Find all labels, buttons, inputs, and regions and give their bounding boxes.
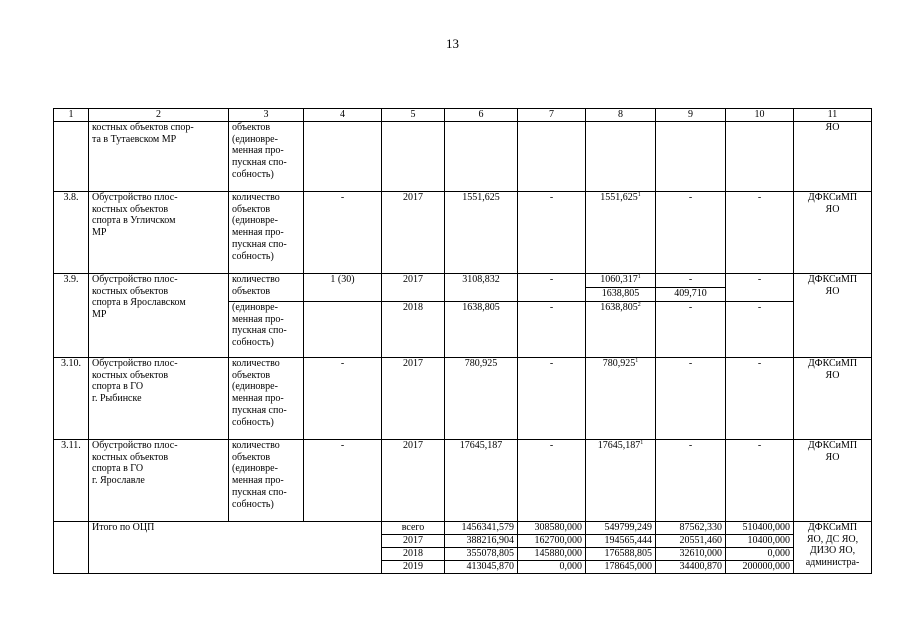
row-other: - — [726, 274, 794, 302]
footnote-mark: 1 — [640, 440, 644, 446]
row-executor: ДФКСиМП ЯО — [794, 440, 872, 522]
row-year: 2018 — [382, 302, 445, 358]
totals-total: 1456341,579 — [445, 522, 518, 535]
row-value: 1 (30) — [304, 274, 382, 302]
totals-regional: 176588,805 — [586, 548, 656, 561]
row-executor: ДФКСиМП ЯО — [794, 358, 872, 440]
header-cell: 9 — [656, 109, 726, 122]
row-indicator: объектов (единовре- менная про- пускная спо- собность) — [229, 122, 304, 192]
row-local: - — [656, 440, 726, 522]
totals-label: Итого по ОЦП — [89, 522, 382, 574]
row-regional: 1638,805$^2$ — [586, 302, 656, 358]
totals-other: 0,000 — [726, 548, 794, 561]
header-cell: 2 — [89, 109, 229, 122]
table-row — [54, 192, 872, 274]
totals-local: 87562,330 — [656, 522, 726, 535]
totals-year: 2019 — [382, 561, 445, 574]
row-name: Обустройство плос- костных объектов спорта в ГО г. Рыбинске — [89, 358, 229, 440]
row-federal: - — [518, 302, 586, 358]
row-year: 2017 — [382, 358, 445, 440]
row-total: 17645,187 — [445, 440, 518, 522]
totals-federal: 145880,000 — [518, 548, 586, 561]
header-row — [54, 109, 872, 122]
totals-year: 2017 — [382, 535, 445, 548]
totals-executor: ДФКСиМП ЯО, ДС ЯО, ДИЗО ЯО, администра- — [794, 522, 872, 574]
footnote-mark: 1 — [637, 192, 641, 198]
header-cell: 8 — [586, 109, 656, 122]
table-row — [54, 358, 872, 440]
row-number: 3.9. — [54, 274, 89, 358]
row-regional: 1638,805 — [586, 288, 656, 302]
footnote-mark: 1 — [637, 274, 641, 280]
table-row — [54, 440, 872, 522]
row-regional: 1551,625$^1$ — [586, 192, 656, 274]
row-value: - — [304, 440, 382, 522]
row-regional: 17645,187$^1$ — [586, 440, 656, 522]
row-local: 409,710 — [656, 288, 726, 302]
row-name: Обустройство плос- костных объектов спорта в Угличском МР — [89, 192, 229, 274]
row-local: - — [656, 302, 726, 358]
row-executor: ДФКСиМП ЯО — [794, 274, 872, 358]
row-other: - — [726, 440, 794, 522]
totals-total: 355078,805 — [445, 548, 518, 561]
row-federal: - — [518, 274, 586, 302]
row-name: костных объектов спор- та в Тутаевском МР — [89, 122, 229, 192]
totals-regional: 178645,000 — [586, 561, 656, 574]
row-executor: ЯО — [794, 122, 872, 192]
row-executor: ДФКСиМП ЯО — [794, 192, 872, 274]
totals-year: 2018 — [382, 548, 445, 561]
row-total: 1638,805 — [445, 302, 518, 358]
row-indicator: количество объектов (единовре- менная про- пускная спо- собность) — [229, 440, 304, 522]
row-federal: - — [518, 192, 586, 274]
row-value: - — [304, 192, 382, 274]
totals-regional: 549799,249 — [586, 522, 656, 535]
row-federal: - — [518, 440, 586, 522]
row-local: - — [656, 358, 726, 440]
row-indicator: (единовре- менная про- пускная спо- собность) — [229, 302, 304, 358]
footnote-mark: 1 — [635, 358, 639, 364]
row-other: - — [726, 358, 794, 440]
row-local: - — [656, 192, 726, 274]
row-name: Обустройство плос- костных объектов спорта в ГО г. Ярославле — [89, 440, 229, 522]
row-total: 1551,625 — [445, 192, 518, 274]
page-number: 13 — [446, 36, 459, 51]
footnote-mark: 2 — [637, 302, 641, 308]
totals-local: 20551,460 — [656, 535, 726, 548]
header-cell: 4 — [304, 109, 382, 122]
row-year: 2017 — [382, 440, 445, 522]
row-year: 2017 — [382, 192, 445, 274]
totals-other: 510400,000 — [726, 522, 794, 535]
row-federal: - — [518, 358, 586, 440]
row-year: 2017 — [382, 274, 445, 302]
row-name: Обустройство плос- костных объектов спорта в Ярославском МР — [89, 274, 229, 358]
totals-year: всего — [382, 522, 445, 535]
row-indicator: количество объектов — [229, 274, 304, 302]
totals-federal: 308580,000 — [518, 522, 586, 535]
header-cell: 5 — [382, 109, 445, 122]
row-regional: 1060,317$^1$ — [586, 274, 656, 288]
row-number: 3.10. — [54, 358, 89, 440]
table-row — [54, 274, 872, 288]
row-number: 3.8. — [54, 192, 89, 274]
row-other: - — [726, 192, 794, 274]
header-cell: 7 — [518, 109, 586, 122]
header-cell: 11 — [794, 109, 872, 122]
program-table — [53, 108, 872, 574]
row-number: 3.11. — [54, 440, 89, 522]
totals-total: 413045,870 — [445, 561, 518, 574]
totals-local: 32610,000 — [656, 548, 726, 561]
table-row — [54, 122, 872, 192]
row-local: - — [656, 274, 726, 288]
row-regional: 780,925$^1$ — [586, 358, 656, 440]
row-indicator: количество объектов (единовре- менная про- пускная спо- собность) — [229, 192, 304, 274]
row-total: 780,925 — [445, 358, 518, 440]
totals-other: 200000,000 — [726, 561, 794, 574]
header-cell: 10 — [726, 109, 794, 122]
totals-federal: 162700,000 — [518, 535, 586, 548]
totals-row — [54, 522, 872, 535]
totals-federal: 0,000 — [518, 561, 586, 574]
row-indicator: количество объектов (единовре- менная про- пускная спо- собность) — [229, 358, 304, 440]
row-value: - — [304, 358, 382, 440]
totals-total: 388216,904 — [445, 535, 518, 548]
totals-regional: 194565,444 — [586, 535, 656, 548]
totals-local: 34400,870 — [656, 561, 726, 574]
row-other: - — [726, 302, 794, 358]
header-cell: 6 — [445, 109, 518, 122]
totals-other: 10400,000 — [726, 535, 794, 548]
row-total: 3108,832 — [445, 274, 518, 302]
header-cell: 3 — [229, 109, 304, 122]
header-cell: 1 — [54, 109, 89, 122]
